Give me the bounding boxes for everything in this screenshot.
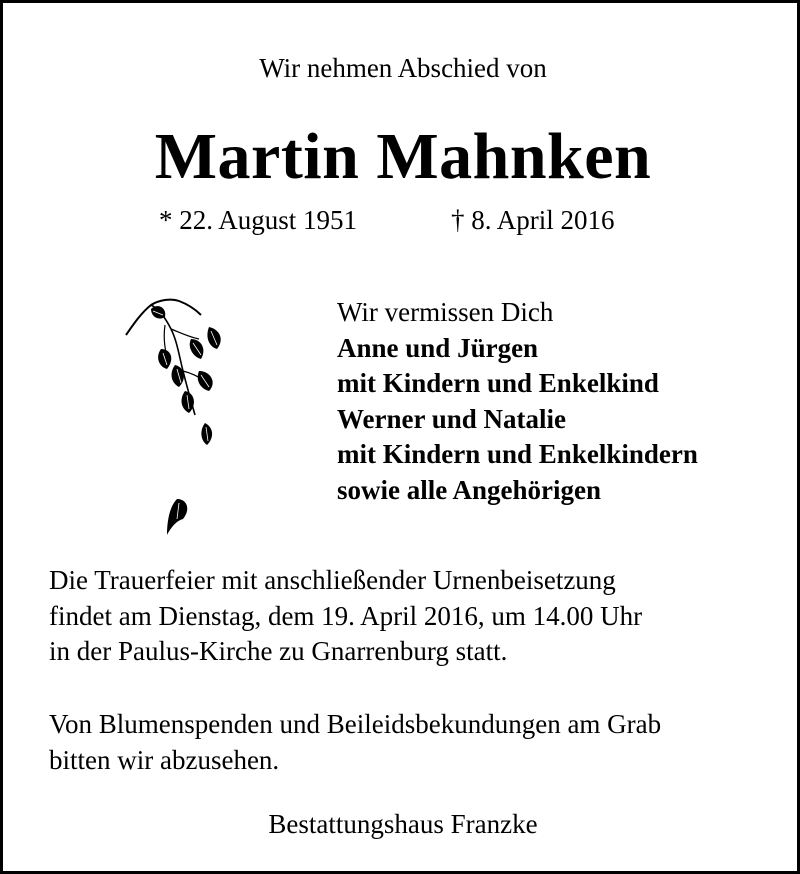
flowers-line: bitten wir abzusehen. — [49, 744, 280, 775]
deceased-name: Martin Mahnken — [154, 120, 652, 193]
miss-line: Wir vermissen Dich — [337, 297, 554, 327]
mourner-line: mit Kindern und Enkelkindern — [337, 439, 698, 469]
birch-branch-icon — [121, 295, 233, 535]
flowers-line: Von Blumenspenden und Beileidsbekundungen am Grab — [49, 709, 662, 739]
ceremony-paragraph — [49, 563, 642, 670]
birth-date: * 22. August 1951 — [159, 205, 358, 235]
mourner-line: Anne und Jürgen — [337, 332, 539, 363]
mourner-line: mit Kindern und Enkelkind — [337, 368, 659, 398]
ceremony-line: in der Paulus-Kirche zu Gnarrenburg statt. — [49, 636, 508, 666]
mourner-line: Werner und Natalie — [337, 403, 566, 434]
mourner-line: sowie alle Angehörigen — [337, 474, 601, 505]
ceremony-line: findet am Dienstag, dem 19. April 2016, um 14.00 Uhr — [49, 600, 643, 631]
ceremony-line: Die Trauerfeier mit anschließender Urnenbeisetzung — [49, 565, 616, 595]
intro-line: Wir nehmen Abschied von — [259, 53, 547, 83]
death-date: † 8. April 2016 — [451, 205, 615, 235]
undertaker-name: Bestattungshaus Franzke — [268, 809, 538, 839]
mourners-block — [337, 295, 698, 508]
flowers-paragraph — [49, 707, 661, 778]
